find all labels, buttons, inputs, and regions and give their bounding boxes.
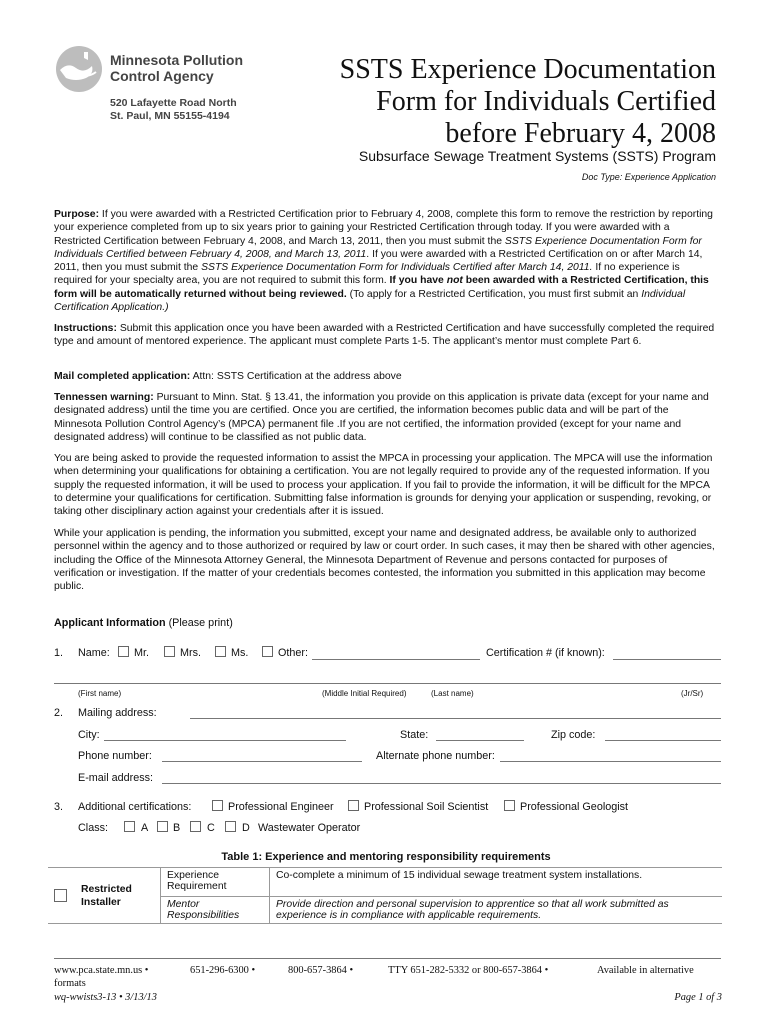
- class-c-label: C: [207, 822, 215, 834]
- doc-type: Doc Type: Experience Application: [581, 172, 716, 182]
- experience-requirement-label: Experience Requirement: [161, 868, 270, 897]
- class-d-checkbox[interactable]: [225, 821, 236, 832]
- tennessen-paragraph: Tennessen warning: Pursuant to Minn. Stat. § 13.41, the information you provide on this application is private data (except for your name and designated address) until the time you are certified. Once you are certified, the information becomes public data and will be part of the Minnesota Pollution Control Agency’s (MPCA) permanent file .If you are not certified, the information provided (except for your name and designated address) will continue to be classified as not public data.: [54, 392, 709, 443]
- class-a-checkbox[interactable]: [124, 821, 135, 832]
- footer-page-number: Page 1 of 3: [674, 992, 722, 1003]
- restricted-installer-label: Restricted Installer: [81, 883, 132, 908]
- jr-sr-caption: (Jr/Sr): [681, 689, 704, 698]
- ms-label: Ms.: [231, 647, 249, 659]
- pending-paragraph: While your application is pending, the information you submitted, except your name and designated address, be available only to authorized personnel within the agency and to those authorized or required by law or court order. In such cases, it may then be shared with other agencies, including the Office of the Minnesota Attorney General, the Minnesota Department of Revenue and persons contacted for purposes of verification or investigation. If the matter of your credentials becomes contested, the information you submitted in this application may become public.: [54, 528, 715, 593]
- alt-phone-input[interactable]: [500, 761, 721, 762]
- mr-checkbox[interactable]: [118, 646, 129, 657]
- mrs-checkbox[interactable]: [164, 646, 175, 657]
- pg-label: Professional Geologist: [520, 801, 629, 813]
- agency-address-line2: St. Paul, MN 55155-4194: [110, 110, 230, 122]
- middle-initial-caption: (Middle Initial Required): [322, 689, 407, 698]
- q1-number: 1.: [54, 647, 64, 659]
- pe-checkbox[interactable]: [212, 800, 223, 811]
- program-subtitle: Subsurface Sewage Treatment Systems (SSTS) Program: [358, 148, 716, 164]
- other-checkbox[interactable]: [262, 646, 273, 657]
- purpose-paragraph: Purpose: If you were awarded with a Restricted Certification prior to February 4, 2008, complete this form to remove the restriction by reporting your experience completed from up to six years prior to gaining your Restricted Certification through today. If you were awarded with a Restricted Certification between February 4, 2008, and March 13, 2011, then you must submit the SSTS Experience Documentation Form for Individuals Certified between February 4, 2008, and March 13, 2011. If you were awarded with a Restricted Certification on or after March 14, 2011, then you must submit the SSTS Experience Documentation Form for Individuals Certified after March 14, 2011. If no experience is required for your specialty area, you are not required to submit this form. If you have not been awarded with a Restricted Certification, this form will be automatically returned without being reviewed. (To apply for a Restricted Certification, you must first submit an Individual Certification Application.): [54, 209, 713, 314]
- other-label: Other:: [278, 647, 309, 659]
- last-name-caption: (Last name): [431, 689, 474, 698]
- footer-phone2: 800-657-3864 •: [288, 965, 354, 976]
- phone-label: Phone number:: [78, 750, 152, 762]
- q2-number: 2.: [54, 707, 64, 719]
- footer-alt-formats: Available in alternative: [597, 965, 694, 976]
- q3-number: 3.: [54, 801, 64, 813]
- mrs-label: Mrs.: [180, 647, 201, 659]
- cert-label: Certification # (if known):: [486, 647, 605, 659]
- other-input-line[interactable]: [312, 659, 480, 660]
- mentor-responsibilities-label: Mentor Responsibilities: [161, 897, 270, 924]
- pe-label: Professional Engineer: [228, 801, 334, 813]
- mpca-logo-icon: [54, 44, 104, 94]
- asked-paragraph: You are being asked to provide the requested information to assist the MPCA in processing your application. The MPCA will use the information when determining your qualifications for obtaining a certification. You are not legally required to provide any of the requested information. If you supply the requested information, it will be used to process your application. If you fail to provide the information, it will be difficult for the MPCA to determine your qualifications for certification. Submitting false information is grounds for denying your application or suspending, revoking, or taking other disciplinary action against your credentials after it is issued.: [54, 453, 713, 518]
- requirements-table: [48, 867, 722, 924]
- class-b-label: B: [173, 822, 181, 834]
- pss-checkbox[interactable]: [348, 800, 359, 811]
- mentor-responsibilities-text: Provide direction and personal supervision to apprentice so that all work submitted as experience is in compliance with applicable requirements.: [270, 897, 723, 924]
- footer-web: www.pca.state.mn.us •: [54, 965, 149, 976]
- footer-formats: formats: [54, 978, 86, 989]
- city-input[interactable]: [104, 740, 346, 741]
- zip-input[interactable]: [605, 740, 721, 741]
- footer-phone1: 651-296-6300 •: [190, 965, 256, 976]
- page-title: SSTS Experience Documentation Form for Individuals Certified before February 4, 2008: [339, 54, 716, 149]
- class-d-label: D: [242, 822, 250, 834]
- footer-tty: TTY 651-282-5332 or 800-657-3864 •: [388, 965, 549, 976]
- name-input-line[interactable]: [54, 683, 721, 684]
- applicant-heading: Applicant Information (Please print): [54, 617, 233, 629]
- class-c-checkbox[interactable]: [190, 821, 201, 832]
- mr-label: Mr.: [134, 647, 149, 659]
- agency-logo: [54, 44, 104, 94]
- mailing-address-input[interactable]: [190, 718, 721, 719]
- name-label: Name:: [78, 647, 110, 659]
- phone-input[interactable]: [162, 761, 362, 762]
- state-label: State:: [400, 729, 429, 741]
- city-label: City:: [78, 729, 100, 741]
- agency-name-line1: Minnesota Pollution: [110, 52, 243, 68]
- email-input[interactable]: [162, 783, 721, 784]
- email-label: E-mail address:: [78, 772, 154, 784]
- alt-phone-label: Alternate phone number:: [376, 750, 495, 762]
- mail-paragraph: Mail completed application: Attn: SSTS Certification at the address above: [54, 371, 402, 382]
- class-b-checkbox[interactable]: [157, 821, 168, 832]
- restricted-installer-checkbox[interactable]: [54, 889, 67, 902]
- pss-label: Professional Soil Scientist: [364, 801, 489, 813]
- footer-rule: [54, 958, 721, 959]
- instructions-paragraph: Instructions: Submit this application once you have been awarded with a Restricted Certification and have successfully completed the required type and amount of mentored experience. The applicant must complete Parts 1-5. The applicant’s mentor must complete Part 6.: [54, 323, 715, 348]
- pg-checkbox[interactable]: [504, 800, 515, 811]
- cert-input-line[interactable]: [613, 659, 721, 660]
- additional-certs-label: Additional certifications:: [78, 801, 192, 813]
- experience-requirement-text: Co-complete a minimum of 15 individual sewage treatment system installations.: [270, 868, 723, 897]
- table1-caption: Table 1: Experience and mentoring responsibility requirements: [221, 851, 551, 863]
- first-name-caption: (First name): [78, 689, 122, 698]
- agency-address-line1: 520 Lafayette Road North: [110, 97, 237, 109]
- agency-name-line2: Control Agency: [110, 68, 214, 84]
- mailing-address-label: Mailing address:: [78, 707, 157, 719]
- restricted-installer-cell: [48, 868, 161, 924]
- class-a-label: A: [141, 822, 149, 834]
- class-label: Class:: [78, 822, 108, 834]
- ms-checkbox[interactable]: [215, 646, 226, 657]
- state-input[interactable]: [436, 740, 524, 741]
- zip-label: Zip code:: [551, 729, 596, 741]
- wastewater-operator-label: Wastewater Operator: [258, 822, 361, 834]
- footer-doc-id: wq-wwists3-13 • 3/13/13: [54, 992, 157, 1003]
